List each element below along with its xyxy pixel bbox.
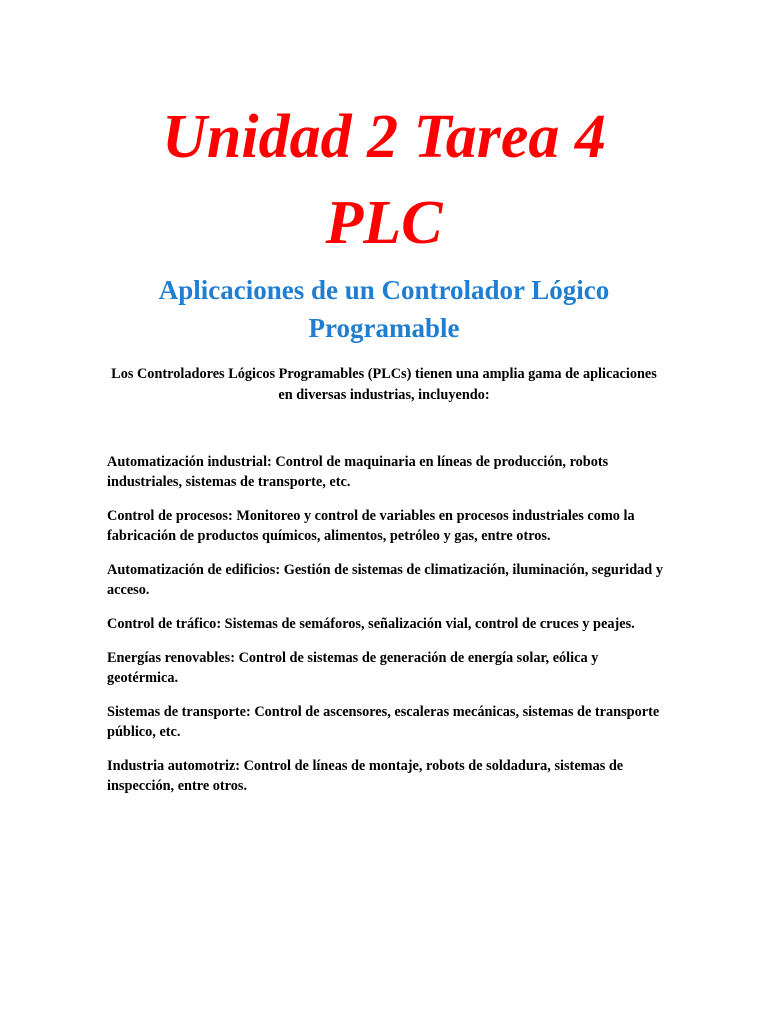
list-item: Control de tráfico: Sistemas de semáforos, señalización vial, control de cruces y peajes. xyxy=(107,616,635,632)
section-heading: Aplicaciones de un Controlador Lógico Programable xyxy=(158,275,610,343)
list-item: Automatización industrial: Control de maquinaria en líneas de producción, robots industriales, sistemas de transporte, etc. xyxy=(107,454,609,490)
list-item: Energías renovables: Control de sistemas de generación de energía solar, eólica y geotérmica. xyxy=(107,650,599,686)
page-title-line-2: PLC xyxy=(325,189,443,257)
page-title-line-1: Unidad 2 Tarea 4 xyxy=(162,103,606,171)
list-item: Sistemas de transporte: Control de ascensores, escaleras mecánicas, sistemas de transporte público, etc. xyxy=(107,704,660,740)
intro-paragraph: Los Controladores Lógicos Programables (PLCs) tienen una amplia gama de aplicaciones en diversas industrias, incluyendo: xyxy=(111,366,657,403)
applications-list xyxy=(107,452,667,810)
list-item: Control de procesos: Monitoreo y control de variables en procesos industriales como la fabricación de productos químicos, alimentos, petróleo y gas, entre otros. xyxy=(107,508,635,544)
list-item: Industria automotriz: Control de líneas de montaje, robots de soldadura, sistemas de inspección, entre otros. xyxy=(107,758,624,794)
page-title xyxy=(0,94,768,266)
list-item: Automatización de edificios: Gestión de sistemas de climatización, iluminación, seguridad y acceso. xyxy=(107,562,663,598)
